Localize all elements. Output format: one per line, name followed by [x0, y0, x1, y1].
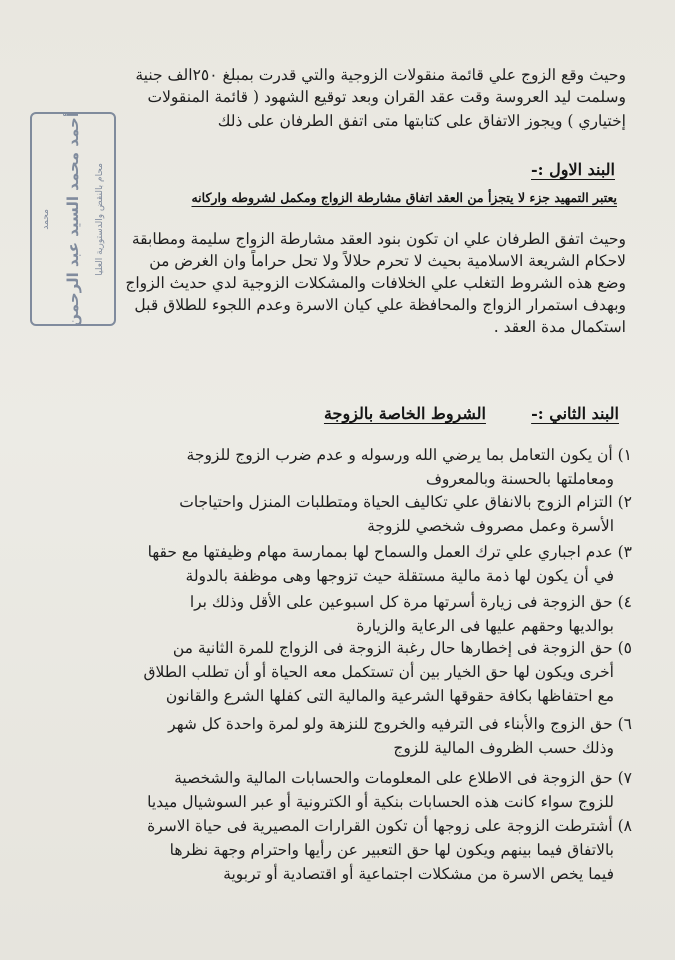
- condition-line: فيما يخص الاسرة من مشكلات اجتماعية أو اقتصادية أو تربوية: [223, 865, 614, 883]
- condition-line: بوالديها وحقهم عليها فى الرعاية والزيارة: [356, 617, 614, 635]
- condition-line: ١) أن يكون التعامل بما يرضي الله ورسوله و عدم ضرب الزوج للزوجة: [186, 446, 632, 464]
- condition-line: ٦) حق الزوج والأبناء فى الترفيه والخروج للنزهة ولو لمرة واحدة كل شهر: [168, 715, 632, 733]
- condition-line: للزوج سواء كانت هذه الحسابات بنكية أو الكترونية أو عبر السوشيال ميديا: [147, 793, 614, 811]
- condition-item-1: [96, 443, 632, 491]
- clause1-line: وحيث اتفق الطرفان علي ان تكون بنود العقد مشارطة الزواج سليمة ومطابقة: [131, 230, 626, 248]
- condition-item-7: [96, 766, 632, 814]
- condition-line: الأسرة وعمل مصروف شخصي للزوجة: [367, 517, 614, 535]
- condition-line: بالاتفاق فيما بينهم ويكون لها حق التعبير عن رأيها واحترام وجهة نظرها: [169, 841, 614, 859]
- clause1-line: وبهدف استمرار الزواج والمحافظة علي كيان الاسرة وعدم اللجوء للطلاق قبل: [134, 296, 626, 314]
- clause2-title: البند الثاني :-: [531, 404, 619, 423]
- intro-line: إختياري ) ويجوز الاتفاق على كتابتها متى اتفق الطرفان على ذلك: [217, 112, 626, 130]
- condition-line: ٨) أشترطت الزوجة على زوجها أن تكون القرارات المصيرية فى حياة الاسرة: [147, 817, 632, 835]
- clause1-subtitle: يعتبر التمهيد جزء لا يتجزأ من العقد اتفاق مشارطة الزواج ومكمل لشروطه واركانه: [191, 190, 617, 205]
- condition-line: وذلك حسب الظروف المالية للزوج: [393, 739, 614, 757]
- condition-item-4: [96, 590, 632, 638]
- condition-item-5: [96, 636, 632, 708]
- condition-item-2: [96, 490, 632, 538]
- condition-item-6: [96, 712, 632, 760]
- condition-item-3: [96, 540, 632, 588]
- clause1-body: [66, 228, 626, 338]
- intro-line: وسلمت ليد العروسة وقت عقد القران وبعد توقيع الشهود ( قائمة المنقولات: [147, 88, 626, 106]
- condition-line: ٣) عدم اجباري علي ترك العمل والسماح لها بممارسة مهام وظيفتها مع حقها: [147, 543, 632, 561]
- stamp-text-top: محمد: [40, 208, 51, 230]
- condition-line: أخرى ويكون لها حق الخيار بين أن تستكمل معه الحياة أو أن تطلب الطلاق: [143, 663, 614, 681]
- clause2-subtitle: الشروط الخاصة بالزوجة: [323, 404, 486, 423]
- condition-line: ٥) حق الزوجة فى إخطارها حال رغبة الزوجة فى الزواج للمرة الثانية من: [172, 639, 632, 657]
- condition-line: ٧) حق الزوجة فى الاطلاع على المعلومات والحسابات المالية والشخصية: [174, 769, 632, 787]
- condition-line: ٢) التزام الزوج بالانفاق علي تكاليف الحياة ومتطلبات المنزل واحتياجات: [179, 493, 632, 511]
- clause2-title-row: [324, 404, 619, 423]
- condition-item-8: [96, 814, 632, 886]
- stamp-text-title: محام بالنقض والدستورية العليا: [95, 162, 106, 276]
- condition-line: في أن يكون لها ذمة مالية مستقلة حيث تزوجها وهى موظفة بالدولة: [185, 567, 614, 585]
- intro-paragraph: [66, 64, 626, 132]
- clause1-line: استكمال مدة العقد .: [493, 318, 626, 336]
- intro-line: وحيث وقع الزوج علي قائمة منقولات الزوجية والتي قدرت بمبلغ ٢٥٠الف جنية: [135, 66, 626, 84]
- condition-line: ٤) حق الزوجة فى زيارة أسرتها مرة كل اسبوعين على الأقل وذلك برا: [189, 593, 632, 611]
- clause1-line: وضع هذه الشروط التغلب علي الخلافات والمشكلات الزوجية لدي حديث الزواج: [125, 274, 626, 292]
- clause1-title: البند الاول :-: [531, 160, 615, 179]
- condition-line: ومعاملتها بالحسنة وبالمعروف: [425, 470, 614, 488]
- stamp-text-name: أحمد محمد السيد عبد الرحمن: [63, 111, 82, 327]
- condition-line: مع احتفاظها بكافة حقوقها الشرعية والمالية التى كفلها الشرع والقانون: [165, 687, 614, 705]
- clause1-line: لاحكام الشريعة الاسلامية بحيث لا تحرم حلالاً ولا تحل حراماً وان الغرض من: [149, 252, 626, 270]
